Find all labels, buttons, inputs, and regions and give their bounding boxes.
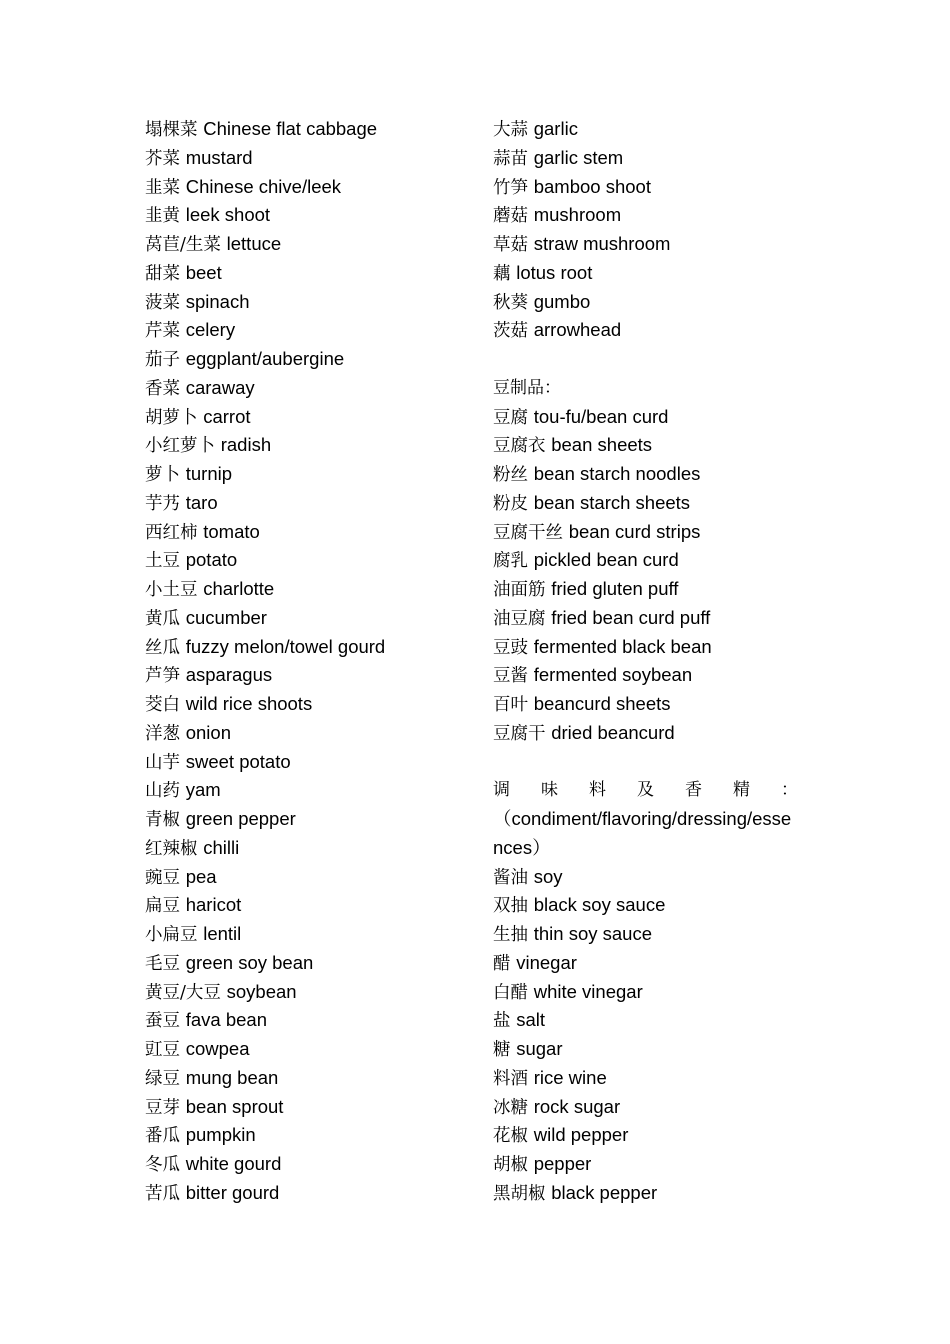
chinese-term: 双抽 (493, 896, 528, 917)
english-term: bean curd strips (568, 520, 701, 542)
english-term: lotus root (516, 261, 593, 283)
english-term: celery (185, 319, 236, 341)
chinese-term: 冬瓜 (145, 1155, 180, 1175)
english-term: tou-fu/bean curd (533, 405, 669, 427)
chinese-term: 竹笋 (493, 177, 528, 198)
vocab-entry (145, 230, 475, 259)
english-term: rice wine (533, 1066, 607, 1088)
chinese-term: 生抽 (493, 925, 528, 945)
english-term: bamboo shoot (533, 175, 651, 197)
vocab-entry (145, 1121, 475, 1150)
vocab-entry (145, 489, 475, 518)
english-term: rock sugar (533, 1095, 621, 1117)
vocab-entry (493, 978, 813, 1007)
english-term: taro (185, 491, 218, 513)
english-term: leek shoot (185, 204, 271, 226)
chinese-term: 绿豆 (145, 1068, 180, 1089)
english-term: spinach (185, 290, 250, 312)
vocab-entry (493, 719, 813, 748)
english-term: garlic (533, 118, 578, 139)
chinese-term: 芋艿 (145, 493, 180, 514)
chinese-term: 红辣椒 (145, 838, 198, 859)
chinese-term: 甜菜 (145, 263, 180, 284)
vocab-entry (493, 1064, 813, 1093)
chinese-term: 西红柿 (145, 522, 198, 543)
chinese-term: 芥菜 (145, 148, 180, 169)
chinese-term: 土豆 (145, 551, 180, 572)
chinese-term: 豌豆 (145, 867, 180, 888)
section-heading-condiments (493, 776, 798, 805)
chinese-term: 蒜苗 (493, 148, 528, 169)
english-term: tomato (203, 520, 260, 542)
chinese-term: 蚕豆 (145, 1011, 180, 1032)
vocab-entry (493, 173, 813, 202)
vocab-entry (145, 690, 475, 719)
english-term: radish (220, 434, 272, 456)
vocab-entry (145, 661, 475, 690)
vocab-entry (493, 460, 813, 489)
chinese-term: 油豆腐 (493, 608, 546, 629)
english-term: bean starch sheets (533, 491, 691, 513)
vocab-entry (493, 661, 813, 690)
english-term: beancurd sheets (533, 693, 671, 714)
chinese-term: 茭白 (145, 695, 180, 715)
chinese-term: 菠菜 (145, 292, 180, 313)
english-term: fermented soybean (533, 664, 693, 686)
chinese-term: 番瓜 (145, 1126, 180, 1147)
vocab-entry (493, 1093, 813, 1122)
vocab-entry (493, 431, 813, 460)
chinese-term: 洋葱 (145, 723, 180, 744)
english-term: arrowhead (533, 319, 622, 341)
vocab-entry (145, 1006, 475, 1035)
chinese-term: 豆腐干丝 (493, 522, 563, 543)
chinese-term: 豆腐 (493, 407, 528, 428)
english-term: cucumber (185, 606, 267, 628)
english-term: lentil (203, 923, 242, 944)
chinese-term: 茨菇 (493, 321, 528, 342)
section-heading-condiments-english: （condiment/flavoring/dressing/esse (493, 808, 792, 829)
section-heading-soy-products: 豆制品： (493, 377, 561, 398)
english-term: sugar (516, 1038, 563, 1059)
vocab-entry (145, 546, 475, 575)
chinese-term: 百叶 (493, 695, 528, 715)
english-term: white gourd (185, 1153, 282, 1174)
vocab-entry (145, 949, 475, 978)
vocab-entry (493, 316, 813, 345)
english-term: turnip (185, 463, 233, 484)
vocab-entry (145, 748, 475, 777)
english-term: soy (533, 865, 563, 887)
vocab-entry (145, 288, 475, 317)
chinese-term: 胡萝卜 (145, 407, 198, 428)
vocab-entry (493, 489, 813, 518)
english-term: salt (516, 1009, 546, 1031)
heading-char: ： (781, 780, 798, 801)
chinese-term: 醋 (493, 953, 511, 974)
vocab-entry (493, 575, 813, 604)
chinese-term: 豆豉 (493, 637, 528, 658)
english-term: fuzzy melon/towel gourd (185, 635, 386, 657)
heading-char: 味 (541, 780, 558, 801)
english-term: chilli (203, 836, 240, 858)
vocab-entry (493, 518, 813, 547)
vocab-entry (145, 403, 475, 432)
english-term: vinegar (516, 951, 577, 973)
vocab-entry (145, 1179, 475, 1208)
chinese-term: 豆酱 (493, 666, 528, 687)
english-term: cowpea (185, 1038, 250, 1059)
spacer (493, 345, 813, 374)
english-term: dried beancurd (551, 721, 675, 743)
english-term: wild pepper (533, 1124, 629, 1146)
vocab-entry (493, 1035, 813, 1064)
chinese-term: 蘑菇 (493, 206, 528, 227)
english-term: bitter gourd (185, 1181, 280, 1203)
english-term: onion (185, 721, 231, 743)
right-column (493, 115, 813, 1208)
vocab-entry (493, 633, 813, 662)
vocab-entry (493, 1179, 813, 1208)
vocab-entry (493, 920, 813, 949)
chinese-term: 粉丝 (493, 465, 528, 485)
chinese-term: 小扁豆 (145, 925, 198, 945)
chinese-term: 香菜 (145, 378, 180, 399)
english-term: Chinese chive/leek (185, 175, 342, 197)
chinese-term: 豇豆 (145, 1040, 180, 1060)
heading-char: 料 (589, 780, 606, 801)
english-term: yam (185, 779, 221, 801)
vocab-entry (145, 978, 475, 1007)
vocab-entry (145, 518, 475, 547)
english-term: pickled bean curd (533, 549, 679, 571)
chinese-term: 糖 (493, 1040, 511, 1060)
english-term: fried bean curd puff (551, 606, 711, 628)
english-term: pepper (533, 1153, 592, 1174)
vocab-entry (493, 288, 813, 317)
chinese-term: 酱油 (493, 867, 528, 888)
chinese-term: 豆芽 (145, 1097, 180, 1118)
vocab-entry (493, 144, 813, 173)
vocab-entry (493, 230, 813, 259)
chinese-term: 腐乳 (493, 551, 528, 572)
vocab-entry (493, 1006, 813, 1035)
english-term: carrot (203, 405, 251, 427)
heading-char: 及 (637, 780, 654, 801)
chinese-term: 山药 (145, 781, 180, 802)
chinese-term: 毛豆 (145, 953, 180, 974)
vocab-entry (145, 920, 475, 949)
chinese-term: 韭黄 (145, 206, 180, 227)
chinese-term: 豆腐干 (493, 723, 546, 744)
english-term: charlotte (203, 578, 275, 599)
english-term: haricot (185, 894, 242, 916)
vocab-entry (493, 201, 813, 230)
chinese-term: 黄豆/大豆 (145, 982, 221, 1003)
vocab-entry (145, 374, 475, 403)
vocab-entry (145, 431, 475, 460)
vocab-entry (493, 403, 813, 432)
chinese-term: 韭菜 (145, 177, 180, 198)
chinese-term: 白醋 (493, 982, 528, 1003)
english-term: mushroom (533, 204, 622, 226)
english-term: sweet potato (185, 750, 291, 772)
vocab-entry (145, 1093, 475, 1122)
vocab-entry (145, 115, 475, 144)
vocab-entry (145, 1150, 475, 1179)
english-term: black soy sauce (533, 894, 666, 916)
vocab-entry (493, 949, 813, 978)
chinese-term: 藕 (493, 263, 511, 284)
chinese-term: 黄瓜 (145, 608, 180, 629)
chinese-term: 芦笋 (145, 666, 180, 687)
english-term: pumpkin (185, 1124, 256, 1146)
vocab-entry (145, 460, 475, 489)
english-term: green soy bean (185, 951, 314, 973)
chinese-term: 小土豆 (145, 580, 198, 600)
chinese-term: 小红萝卜 (145, 436, 215, 457)
english-term: fava bean (185, 1009, 267, 1031)
vocab-entry (493, 546, 813, 575)
chinese-term: 扁豆 (145, 896, 180, 917)
vocab-entry (493, 690, 813, 719)
english-term: black pepper (551, 1181, 658, 1203)
vocab-entry (145, 633, 475, 662)
chinese-term: 粉皮 (493, 493, 528, 514)
vocab-entry (493, 259, 813, 288)
chinese-term: 山芋 (145, 752, 180, 773)
english-term: pea (185, 865, 217, 887)
english-term: fermented black bean (533, 635, 712, 657)
heading-char: 精 (733, 780, 750, 801)
vocab-entry (145, 834, 475, 863)
english-term: Chinese flat cabbage (203, 118, 378, 139)
vocab-entry (145, 173, 475, 202)
chinese-term: 草菇 (493, 235, 528, 255)
chinese-term: 冰糖 (493, 1097, 528, 1118)
chinese-term: 料酒 (493, 1068, 528, 1089)
vocab-entry (145, 776, 475, 805)
chinese-term: 豆腐衣 (493, 436, 546, 457)
chinese-term: 塌棵菜 (145, 120, 198, 140)
chinese-term: 莴苣/生菜 (145, 235, 221, 255)
english-term: garlic stem (533, 146, 624, 168)
english-term: bean sprout (185, 1095, 284, 1117)
section-heading-condiments-english-cont: nces） (493, 836, 551, 858)
spacer (493, 748, 813, 777)
english-term: green pepper (185, 808, 296, 829)
heading-char: 调 (493, 780, 510, 801)
vocab-entry (145, 863, 475, 892)
chinese-term: 茄子 (145, 350, 180, 370)
vocab-entry (145, 719, 475, 748)
chinese-term: 黑胡椒 (493, 1183, 546, 1204)
english-term: soybean (226, 980, 297, 1002)
vocab-entry (493, 604, 813, 633)
chinese-term: 芹菜 (145, 321, 180, 342)
chinese-term: 秋葵 (493, 292, 528, 313)
vocab-entry (145, 1035, 475, 1064)
english-term: thin soy sauce (533, 923, 652, 944)
chinese-term: 油面筋 (493, 580, 546, 600)
chinese-term: 萝卜 (145, 465, 180, 485)
english-term: potato (185, 549, 238, 571)
vocab-entry (145, 316, 475, 345)
english-term: eggplant/aubergine (185, 348, 345, 369)
heading-char: 香 (685, 780, 702, 801)
english-term: gumbo (533, 290, 591, 312)
chinese-term: 盐 (493, 1011, 511, 1032)
vocab-entry (145, 1064, 475, 1093)
vocab-entry (493, 115, 813, 144)
chinese-term: 花椒 (493, 1126, 528, 1147)
vocab-entry (145, 805, 475, 834)
vocab-entry (145, 345, 475, 374)
vocab-entry (145, 201, 475, 230)
vocab-entry (145, 604, 475, 633)
left-column (145, 115, 475, 1208)
vocab-entry (493, 863, 813, 892)
english-term: mustard (185, 146, 253, 168)
vocab-entry (493, 1121, 813, 1150)
vocab-entry (145, 891, 475, 920)
english-term: straw mushroom (533, 233, 671, 254)
vocab-entry (145, 575, 475, 604)
vocab-entry (493, 1150, 813, 1179)
english-term: caraway (185, 376, 255, 398)
chinese-term: 胡椒 (493, 1155, 528, 1175)
chinese-term: 丝瓜 (145, 637, 180, 658)
english-term: bean sheets (551, 434, 653, 456)
chinese-term: 大蒜 (493, 120, 528, 140)
chinese-term: 苦瓜 (145, 1183, 180, 1204)
english-term: white vinegar (533, 980, 643, 1002)
english-term: beet (185, 261, 222, 283)
english-term: fried gluten puff (551, 578, 679, 599)
english-term: lettuce (226, 233, 282, 254)
vocab-entry (145, 144, 475, 173)
english-term: mung bean (185, 1066, 279, 1088)
vocab-entry (145, 259, 475, 288)
english-term: bean starch noodles (533, 463, 701, 484)
english-term: asparagus (185, 664, 273, 686)
vocab-entry (493, 891, 813, 920)
english-term: wild rice shoots (185, 693, 313, 714)
chinese-term: 青椒 (145, 810, 180, 830)
